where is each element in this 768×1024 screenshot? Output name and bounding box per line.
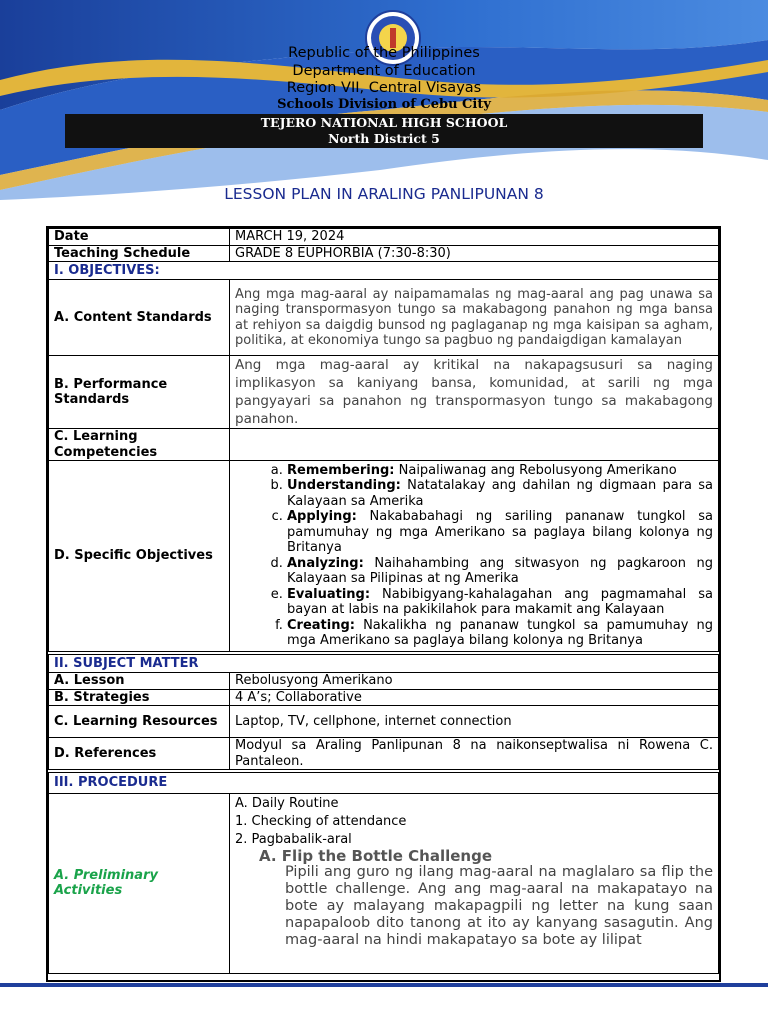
table-row	[49, 706, 719, 738]
content-standards-value: Ang mga mag-aaral ay naipamamalas ng mag-aaral ang pag unawa sa naging transpormasyon tungo sa makabagong panahon ng mga bansa at rehiyon sa daigdig bunsod ng paglaganap ng mga kaisipan sa agham, politika, at ekonomiya tungo sa pagbuo ng pandaigdigan kamalayan	[230, 280, 719, 356]
school-banner	[65, 114, 703, 148]
list-item: b. Understanding: Natatalakay ang dahilan ng digmaan para sa Kalayaan sa Amerika	[287, 478, 713, 509]
lesson-plan-table	[46, 226, 721, 982]
activity-title: A. Flip the Bottle Challenge	[259, 846, 493, 865]
specific-objectives-list	[235, 463, 713, 649]
school-district: North District 5	[328, 131, 440, 146]
performance-standards-label: B. Performance Standards	[49, 356, 230, 429]
table-row	[49, 461, 719, 653]
table-row	[49, 429, 719, 461]
resources-label: C. Learning Resources	[49, 706, 230, 738]
table-row	[49, 356, 719, 429]
specific-objectives-label: D. Specific Objectives	[49, 461, 230, 653]
references-value: Modyul sa Araling Panlipunan 8 na naikonseptwalisa ni Rowena C. Pantaleon.	[230, 738, 719, 772]
date-value: MARCH 19, 2024	[230, 229, 719, 246]
school-name: TEJERO NATIONAL HIGH SCHOOL	[260, 115, 508, 130]
list-item: f. Creating: Nakalikha ng pananaw tungkol sa pamumuhay ng mga Amerikano sa paglaya bilang kolonya ng Britanya	[287, 618, 713, 649]
table-row	[49, 280, 719, 356]
review-line: 2. Pagbabalik-aral	[235, 831, 352, 847]
table-row	[49, 653, 719, 673]
header-department: Department of Education	[292, 63, 476, 79]
lesson-plan-title: LESSON PLAN IN ARALING PANLIPUNAN 8	[224, 185, 544, 203]
list-item: a. Remembering: Naipaliwanag ang Rebolusyong Amerikano	[287, 463, 713, 479]
lesson-label: A. Lesson	[49, 673, 230, 690]
lesson-value: Rebolusyong Amerikano	[230, 673, 719, 690]
header-region: Region VII, Central Visayas	[286, 80, 482, 96]
attendance-line: 1. Checking of attendance	[235, 813, 407, 829]
specific-objectives-cell	[230, 461, 719, 653]
table-row	[49, 673, 719, 690]
strategies-label: B. Strategies	[49, 689, 230, 706]
table-row	[49, 689, 719, 706]
subject-matter-heading: II. SUBJECT MATTER	[49, 653, 719, 673]
header-republic: Republic of the Philippines	[288, 45, 480, 61]
references-label: D. References	[49, 738, 230, 772]
procedure-heading: III. PROCEDURE	[49, 771, 719, 793]
list-item: c. Applying: Nakababahagi ng sariling pananaw tungkol sa pamumuhay ng mga Amerikano sa paglaya bilang kolonya ng Britanya	[287, 509, 713, 556]
table-row	[49, 771, 719, 793]
strategies-value: 4 A’s; Collaborative	[230, 689, 719, 706]
preliminary-activities-label: A. Preliminary Activities	[49, 793, 230, 973]
preliminary-activities-cell	[230, 793, 719, 973]
table-row	[49, 262, 719, 280]
schedule-label: Teaching Schedule	[49, 245, 230, 262]
footer-rule	[0, 983, 768, 987]
competencies-value	[230, 429, 719, 461]
table-row	[49, 245, 719, 262]
table-row	[49, 793, 719, 973]
list-item: e. Evaluating: Nabibigyang-kahalagahan ang pagmamahal sa bayan at labis na pakikilahok para makamit ang Kalayaan	[287, 587, 713, 618]
daily-routine-line: A. Daily Routine	[235, 795, 339, 811]
resources-value: Laptop, TV, cellphone, internet connection	[230, 706, 719, 738]
table-row	[49, 738, 719, 772]
performance-standards-value: Ang mga mag-aaral ay kritikal na nakapagsusuri sa naging implikasyon sa kaniyang bansa, komunidad, at sarili ng mga pangyayari sa panahon ng transpormasyon tungo sa makabagong panahon.	[230, 356, 719, 429]
competencies-label: C. Learning Competencies	[49, 429, 230, 461]
activity-body: Pipili ang guro ng ilang mag-aaral na maglalaro sa flip the bottle challenge. Ang ang mag-aaral na makapatayo na bote ay malayang makapagpili ng letter na kung saan napapaloob dito tanong at ito ay kanyang sasagutin. Ang mag-aaral na hindi makapatayo sa bote ay lilipat	[285, 864, 713, 948]
list-item: d. Analyzing: Naihahambing ang sitwasyon ng pagkaroon ng Kalayaan sa Pilipinas at ng Amerika	[287, 556, 713, 587]
objectives-heading: I. OBJECTIVES:	[49, 262, 719, 280]
header-division: Schools Division of Cebu City	[277, 97, 491, 112]
table-row	[49, 229, 719, 246]
date-label: Date	[49, 229, 230, 246]
schedule-value: GRADE 8 EUPHORBIA (7:30-8:30)	[230, 245, 719, 262]
content-standards-label: A. Content Standards	[49, 280, 230, 356]
